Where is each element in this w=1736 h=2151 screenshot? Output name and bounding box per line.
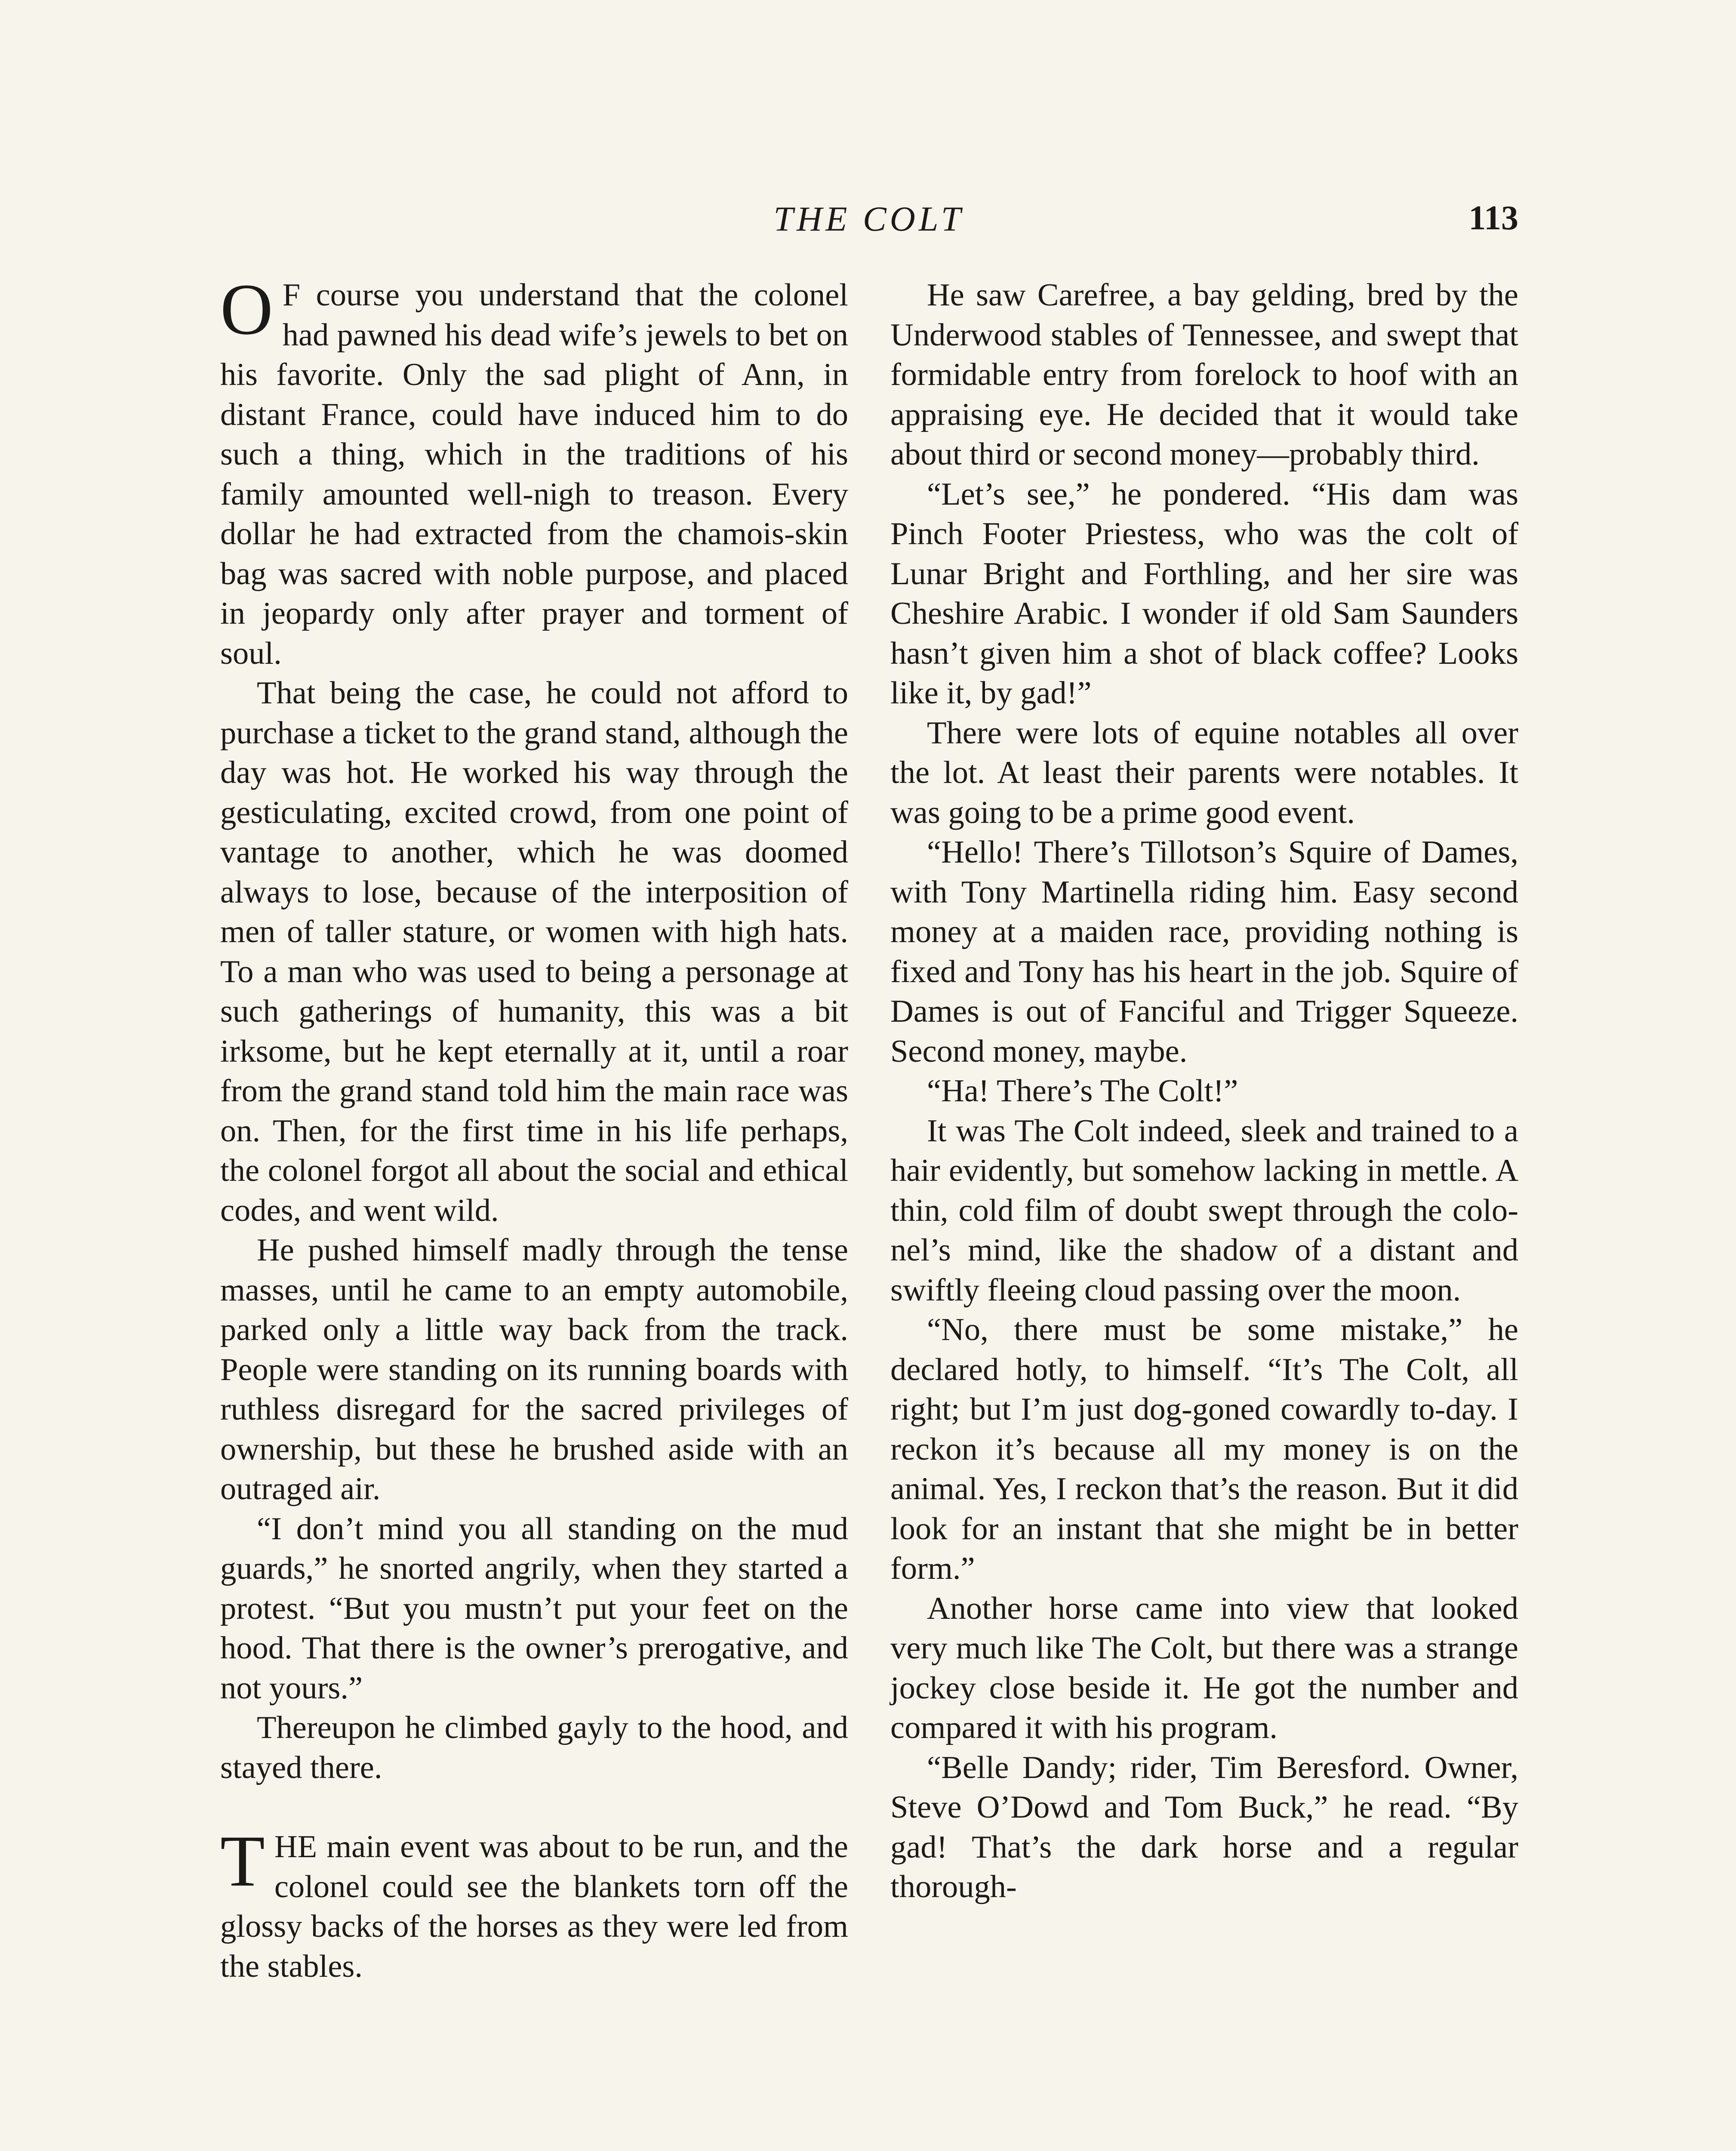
drop-cap-t: T <box>220 1821 265 1901</box>
paragraph: “Hello! There’s Tillotson’s Squire of Dames, with Tony Martinella riding him. Easy second money at a maiden race, providing nothing is fixed and Tony has his heart in the job. Squire of Dames is out of Fanciful and Trigger Squeeze. Second money, maybe. <box>890 835 1518 1069</box>
running-title: THE COLT <box>773 199 964 238</box>
paragraph: There were lots of equine notables all over the lot. At least their parents were notables. It was going to be a prime good event. <box>890 715 1518 830</box>
right-column <box>890 275 1518 1907</box>
paragraph: “Let’s see,” he pondered. “His dam was Pinch Footer Priestess, who was the colt of Lunar Bright and Forthling, and her sire was Cheshire Arabic. I wonder if old Sam Saunders hasn’t given him a shot of black coffee? Looks like it, by gad!” <box>890 476 1518 711</box>
paragraph: “Belle Dandy; rider, Tim Beresford. Owner, Steve O’Dowd and Tom Buck,” he read. “By gad! That’s the dark horse and a regular thorough- <box>890 1750 1518 1904</box>
section2-lead-text: HE main event was about to be run, and the colonel could see the blankets torn off the glossy backs of the horses as they were led from the stables. <box>220 1829 848 1984</box>
paragraph: “I don’t mind you all standing on the mud guards,” he snorted angrily, when they started a protest. “But you mustn’t put your feet on the hood. That there is the owner’s prerogative, and not yours.” <box>220 1511 848 1706</box>
drop-cap-o: O <box>220 269 273 350</box>
section1-lead-text: F course you understand that the colonel had pawned his dead wife’s jewels to bet on his favorite. Only the sad plight of Ann, in distant France, could have induced him to do such a thing, which in the traditions of his family amounted well-nigh to treason. Every dollar he had extracted from the chamois-skin bag was sacred with noble purpose, and placed in jeopardy only after prayer and torment of soul. <box>220 277 848 671</box>
paragraph: Thereupon he climbed gayly to the hood, and stayed there. <box>220 1710 848 1785</box>
running-head <box>0 199 1736 246</box>
paragraph: That being the case, he could not afford to purchase a ticket to the grand stand, although the day was hot. He worked his way through the gesticulating, excited crowd, from one point of vantage to another, which he was doomed always to lose, because of the interposition of men of taller stature, or women with high hats. To a man who was used to being a personage at such gatherings of humanity, this was a bit irksome, but he kept eternally at it, until a roar from the grand stand told him the main race was on. Then, for the first time in his life perhaps, the colonel forgot all about the social and ethical codes, and went wild. <box>220 675 848 1228</box>
paragraph: “Ha! There’s The Colt!” <box>927 1073 1238 1109</box>
paragraph: He saw Carefree, a bay gelding, bred by the Underwood stables of Tennessee, and swept that formidable entry from forelock to hoof with an appraising eye. He decided that it would take about third or second money—probably third. <box>890 277 1518 472</box>
paragraph: Another horse came into view that looked very much like The Colt, but there was a strange jockey close beside it. He got the number and compared it with his program. <box>890 1590 1518 1745</box>
page-number: 113 <box>1468 199 1518 237</box>
paragraph: It was The Colt indeed, sleek and trained to a hair evidently, but somehow lacking in mettle. A thin, cold film of doubt swept through the colonel’s mind, like the shadow of a distant and swiftly fleeing cloud passing over the moon. <box>890 1113 1518 1308</box>
paragraph-section2-opening <box>220 1821 848 1986</box>
left-column <box>220 269 848 1986</box>
paragraph-section1-opening <box>220 269 848 673</box>
paragraph: He pushed himself madly through the tense masses, until he came to an empty automobile, parked only a little way back from the track. People were standing on its running boards with ruthless disregard for the sacred privileges of ownership, but these he brushed aside with an outraged air. <box>220 1233 848 1507</box>
paragraph: “No, there must be some mistake,” he declared hotly, to himself. “It’s The Colt, all right; but I’m just dog-goned cowardly to-day. I reckon it’s because all my money is on the animal. Yes, I reckon that’s the reason. But it did look for an instant that she might be in better form.” <box>890 1312 1518 1586</box>
